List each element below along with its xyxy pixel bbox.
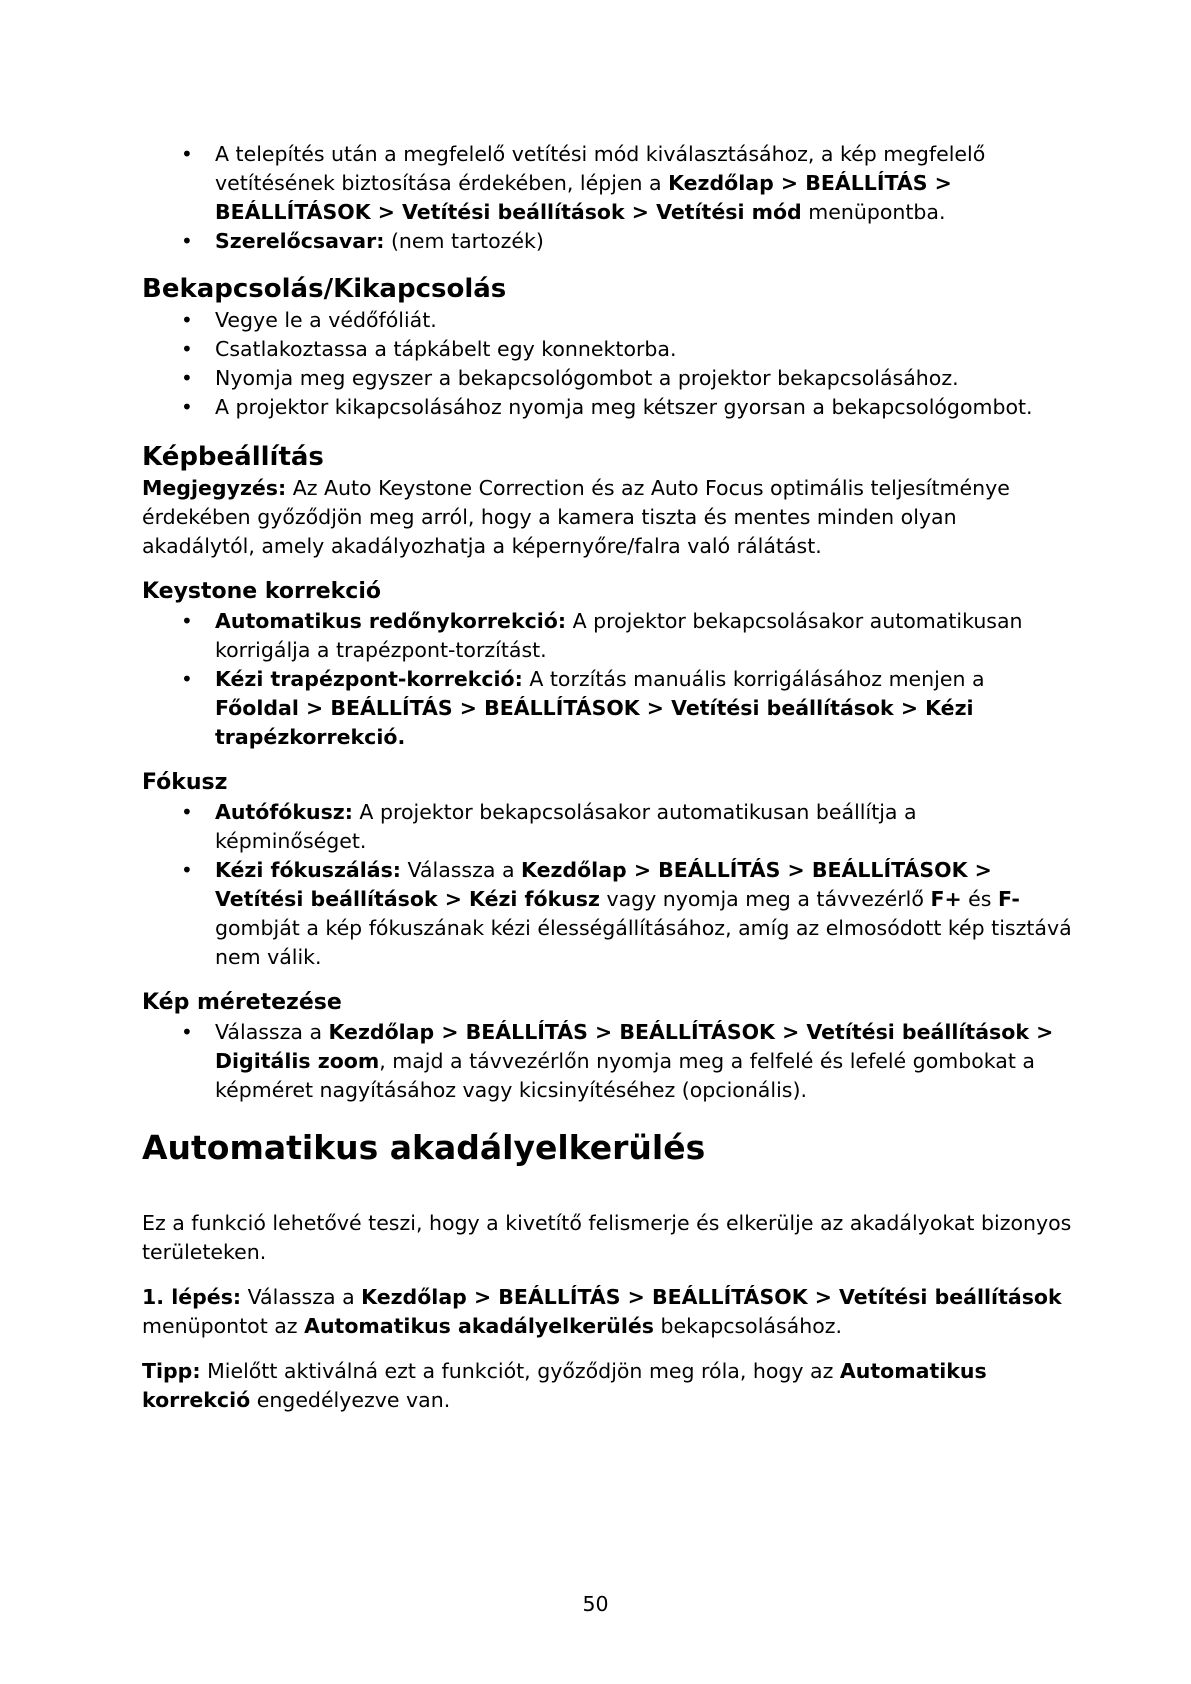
feature-name: Automatikus korrekció — [142, 1359, 987, 1412]
text: Válassza a — [400, 858, 522, 882]
note-label: Megjegyzés: — [142, 476, 287, 500]
feature-name: Automatikus akadályelkerülés — [304, 1314, 654, 1338]
section-heading-obstacle: Automatikus akadályelkerülés — [142, 1128, 706, 1167]
term: Autófókusz: — [215, 800, 353, 824]
text: vagy nyomja meg a távvezérlő — [599, 887, 931, 911]
keystone-list — [142, 607, 1072, 752]
list-item: • Vegye le a védőfóliát. — [142, 306, 1072, 335]
text: Válassza a — [241, 1285, 362, 1309]
power-list — [142, 306, 1072, 422]
term: Automatikus redőnykorrekció: — [215, 609, 567, 633]
text: gombját a kép fókuszának kézi élességállításához, amíg az elmosódott kép tisztává nem válik. — [215, 916, 1072, 969]
tip-paragraph — [142, 1357, 1072, 1415]
resize-list — [142, 1018, 1072, 1105]
document-page — [142, 140, 1072, 1415]
note-paragraph — [142, 474, 1072, 561]
section-heading-image: Képbeállítás — [142, 442, 324, 472]
text: Válassza a — [215, 1020, 329, 1044]
list-item — [142, 856, 1072, 972]
text: A torzítás manuális korrigálásához menjen a — [522, 667, 985, 691]
list-item: • A projektor kikapcsolásához nyomja meg kétszer gyorsan a bekapcsológombot. — [142, 393, 1072, 422]
list-item: • Csatlakoztassa a tápkábelt egy konnektorba. — [142, 335, 1072, 364]
top-bullet-list — [142, 140, 1072, 256]
text: A projektor bekapcsolásakor automatikusan beállítja a képminőséget. — [215, 800, 917, 853]
list-item — [142, 798, 1072, 856]
text: engedélyezve van. — [250, 1388, 451, 1412]
page-number: 50 — [582, 1592, 609, 1616]
tip-label: Tipp: — [142, 1359, 201, 1383]
button-name: F- — [997, 887, 1020, 911]
text: menüpontot az — [142, 1314, 305, 1338]
list-item — [142, 607, 1072, 665]
subheading-resize: Kép méretezése — [142, 990, 342, 1015]
obstacle-intro: Ez a funkció lehetővé teszi, hogy a kivetítő felismerje és elkerülje az akadályokat bizonyos területeken. — [142, 1211, 1072, 1264]
menu-path: Kezdőlap > BEÁLLÍTÁS > BEÁLLÍTÁSOK > Vetítési beállítások > Kézi fókusz — [215, 858, 992, 911]
subheading-keystone: Keystone korrekció — [142, 579, 381, 604]
menu-path: Kezdőlap > BEÁLLÍTÁS > BEÁLLÍTÁSOK > Vetítési beállítások > Vetítési mód — [215, 171, 952, 224]
menu-path: Kezdőlap > BEÁLLÍTÁS > BEÁLLÍTÁSOK > Vetítési beállítások — [361, 1285, 1062, 1309]
list-item — [142, 1018, 1072, 1105]
term: Kézi fókuszálás: — [215, 858, 401, 882]
button-name: F+ — [930, 887, 962, 911]
section-heading-power: Bekapcsolás/Kikapcsolás — [142, 274, 507, 304]
list-item — [142, 227, 1072, 256]
text: , majd a távvezérlőn nyomja meg a felfelé és lefelé gombokat a képméret nagyításához vagy kicsinyítéséhez (opcionális). — [215, 1049, 1035, 1102]
list-item — [142, 665, 1072, 752]
term: Kézi trapézpont-korrekció: — [215, 667, 523, 691]
subheading-focus: Fókusz — [142, 770, 228, 795]
text: és — [961, 887, 998, 911]
menu-path: Kezdőlap > BEÁLLÍTÁS > BEÁLLÍTÁSOK > Vetítési beállítások > Digitális zoom — [215, 1020, 1054, 1073]
text: menüpontba. — [801, 200, 946, 224]
list-item — [142, 140, 1072, 227]
text: A telepítés után a megfelelő vetítési mód kiválasztásához, a kép megfelelő vetítésének biztosítása érdekében, lépjen a — [215, 142, 986, 195]
list-item: • Nyomja meg egyszer a bekapcsológombot a projektor bekapcsolásához. — [142, 364, 1072, 393]
term: Szerelőcsavar: — [215, 229, 385, 253]
focus-list — [142, 798, 1072, 972]
text: bekapcsolásához. — [653, 1314, 843, 1338]
text: A projektor bekapcsolásakor automatikusan korrigálja a trapézpont-torzítást. — [215, 609, 1023, 662]
text: Mielőtt aktiválná ezt a funkciót, győződjön meg róla, hogy az — [200, 1359, 840, 1383]
note-text: Az Auto Keystone Correction és az Auto Focus optimális teljesítménye érdekében győződjön meg arról, hogy a kamera tiszta és mentes minden olyan akadálytól, amely akadályozhatja a képernyőre/falra való rálátást. — [142, 476, 1010, 558]
menu-path: Főoldal > BEÁLLÍTÁS > BEÁLLÍTÁSOK > Vetítési beállítások > Kézi trapézkorrekció. — [215, 696, 974, 749]
step-paragraph — [142, 1283, 1072, 1341]
text: (nem tartozék) — [384, 229, 544, 253]
step-label: 1. lépés: — [142, 1285, 242, 1309]
